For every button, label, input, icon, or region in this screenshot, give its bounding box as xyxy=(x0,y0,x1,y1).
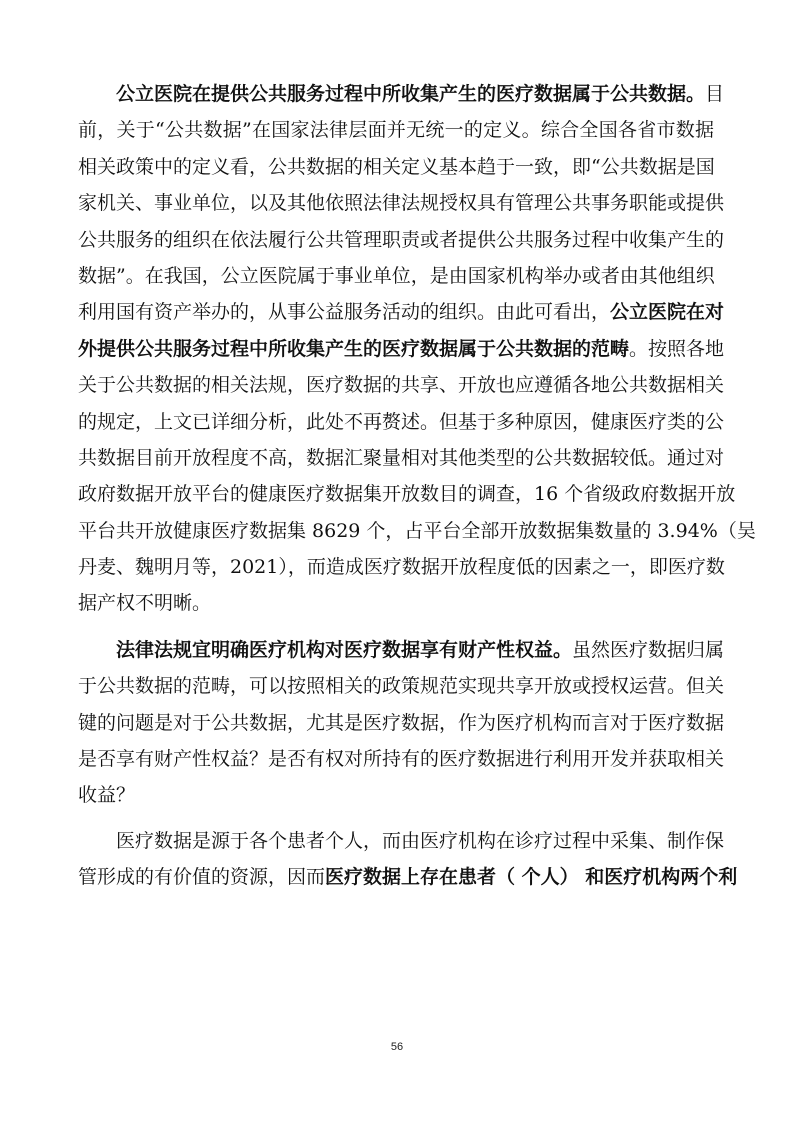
bold-emphasis: 公立医院在对 xyxy=(610,301,725,324)
text-line: 平台共开放健康医疗数据集 8629 个，占平台全部开放数据集数量的 3.94%（吴 xyxy=(78,519,756,542)
paragraph-property-rights xyxy=(78,632,725,814)
text-line: 丹麦、魏明月等，2021），而造成医疗数据开放程度低的因素之一，即医疗数 xyxy=(78,556,725,579)
page-number: 56 xyxy=(390,1041,404,1053)
text-line: 外提供公共服务过程中所收集产生的医疗数据属于公共数据的范畴。按照各地 xyxy=(78,337,725,360)
paragraph-data-source xyxy=(78,823,738,896)
text-line: 于公共数据的范畴，可以按照相关的政策规范实现共享开放或授权运营。但关 xyxy=(78,675,725,698)
text-line: 数据”。在我国，公立医院属于事业单位，是由国家机构举办或者由其他组织 xyxy=(78,264,715,287)
bold-emphasis: 外提供公共服务过程中所收集产生的医疗数据属于公共数据的范畴 xyxy=(78,337,630,360)
text-line: 共数据目前开放程度不高，数据汇聚量相对其他类型的公共数据较低。通过对 xyxy=(78,446,725,469)
bold-lead-sentence: 法律法规宜明确医疗机构对医疗数据享有财产性权益。 xyxy=(116,638,573,661)
text-line: 键的问题是对于公共数据，尤其是医疗数据，作为医疗机构而言对于医疗数据 xyxy=(78,711,725,734)
text-line: 相关政策中的定义看，公共数据的相关定义基本趋于一致，即“公共数据是国 xyxy=(78,155,715,178)
text-line: 公共服务的组织在依法履行公共管理职责或者提供公共服务过程中收集产生的 xyxy=(78,228,725,251)
text-line: 家机关、事业单位，以及其他依照法律法规授权具有管理公共事务职能或提供 xyxy=(78,192,725,215)
text-line: 公立医院在提供公共服务过程中所收集产生的医疗数据属于公共数据。目 xyxy=(116,83,725,105)
text-line: 利用国有资产举办的，从事公益服务活动的组织。由此可看出，公立医院在对 xyxy=(78,301,725,324)
text-line: 收益？ xyxy=(78,784,136,807)
bold-lead-sentence: 公立医院在提供公共服务过程中所收集产生的医疗数据属于公共数据。 xyxy=(116,83,706,105)
text-line: 是否享有财产性权益？是否有权对所持有的医疗数据进行利用开发并获取相关 xyxy=(78,748,725,771)
paragraph-public-hospital-data xyxy=(78,76,756,622)
text-line: 据产权不明晰。 xyxy=(78,592,212,615)
text-line: 政府数据开放平台的健康医疗数据集开放数目的调查，16 个省级政府数据开放 xyxy=(78,483,736,506)
text-line: 管形成的有价值的资源，因而医疗数据上存在患者（ 个人） 和医疗机构两个利 xyxy=(78,866,738,889)
text-line: 医疗数据是源于各个患者个人，而由医疗机构在诊疗过程中采集、制作保 xyxy=(116,829,725,852)
bold-emphasis: 医疗数据上存在患者（ 个人） 和医疗机构两个利 xyxy=(325,866,738,889)
text-line: 的规定，上文已详细分析，此处不再赘述。但基于多种原因，健康医疗类的公 xyxy=(78,410,725,433)
text-line: 法律法规宜明确医疗机构对医疗数据享有财产性权益。虽然医疗数据归属 xyxy=(116,638,725,661)
document-body xyxy=(78,76,756,896)
text-line: 关于公共数据的相关法规，医疗数据的共享、开放也应遵循各地公共数据相关 xyxy=(78,374,725,397)
text-line: 前，关于“公共数据”在国家法律层面并无统一的定义。综合全国各省市数据 xyxy=(78,119,714,142)
